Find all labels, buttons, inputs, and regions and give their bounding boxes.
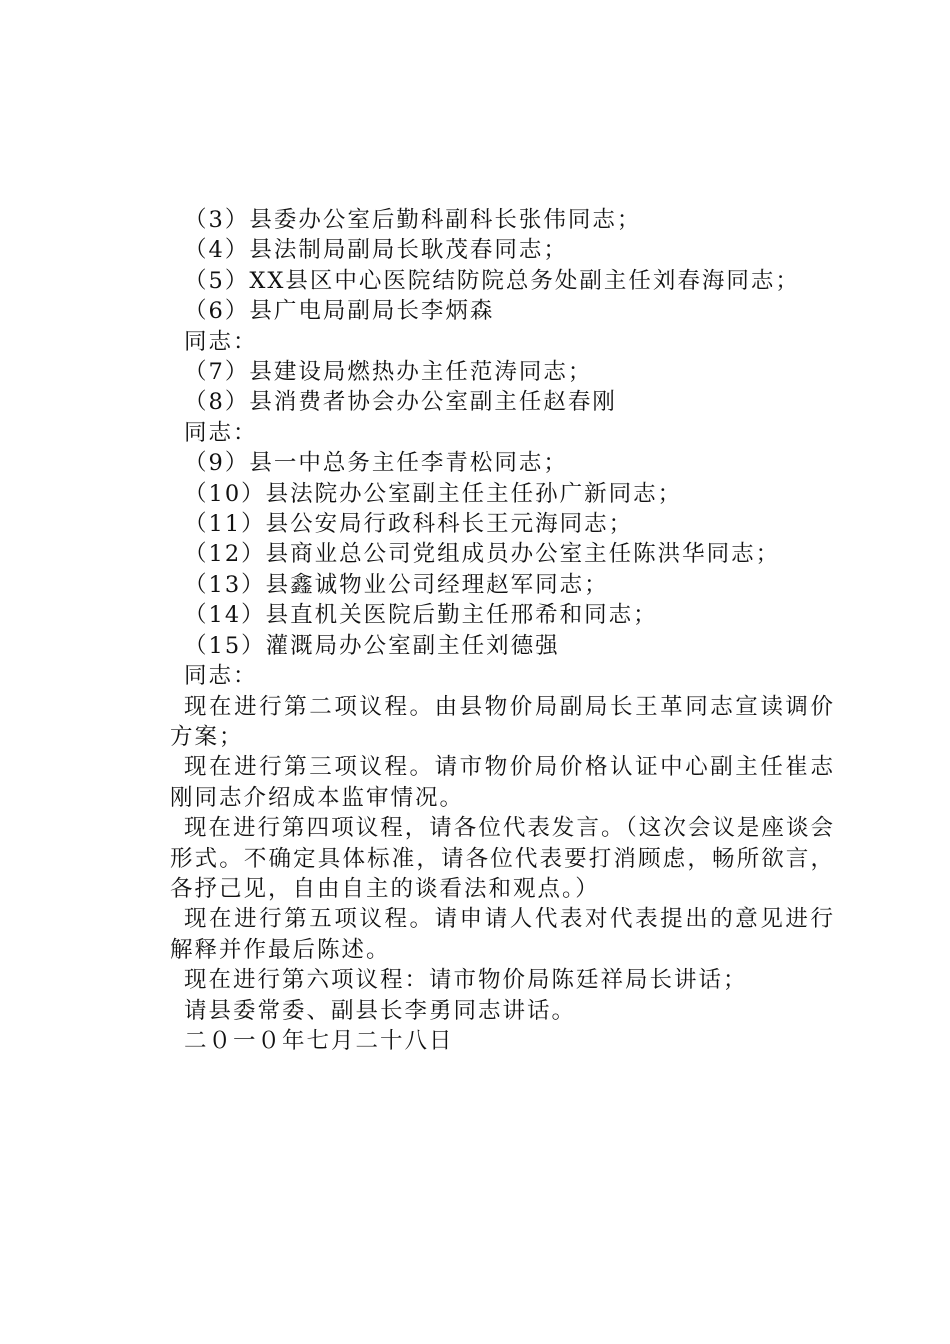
list-item: （9）县一中总务主任李青松同志； [184,450,568,477]
list-item-continuation: 同志： [184,328,258,355]
list-item: （13）县鑫诚物业公司经理赵军同志； [184,571,609,598]
list-item: （7）县建设局燃热办主任范涛同志； [184,359,593,386]
agenda-paragraph: 现在进行第四项议程，请各位代表发言。（这次会议是座谈会形式。不确定具体标准，请各位代表要打消顾虑，畅所欲言，各抒己见，自由自主的谈看法和观点。） [170,815,835,902]
document-date: 二０一０年七月二十八日 [184,1027,454,1054]
agenda-paragraph: 现在进行第六项议程：请市物价局陈廷祥局长讲话； [184,967,748,994]
agenda-paragraph: 现在进行第五项议程。请申请人代表对代表提出的意见进行解释并作最后陈述。 [170,906,835,963]
list-item: （4）县法制局副局长耿茂春同志； [184,237,568,264]
list-item: （11）县公安局行政科科长王元海同志； [184,511,634,538]
list-item: （6）县广电局副局长李炳森 [184,298,495,325]
closing-paragraph: 请县委常委、副县长李勇同志讲话。 [184,997,577,1024]
list-item: （14）县直机关医院后勤主任邢希和同志； [184,602,658,629]
list-item: （12）县商业总公司党组成员办公室主任陈洪华同志； [184,541,781,568]
list-item-continuation: 同志： [184,663,258,690]
agenda-paragraph: 现在进行第三项议程。请市物价局价格认证中心副主任崔志刚同志介绍成本监审情况。 [170,754,835,811]
agenda-paragraph: 现在进行第二项议程。由县物价局副局长王革同志宣读调价方案； [170,693,835,750]
list-item: （3）县委办公室后勤科副科长张伟同志； [184,207,642,233]
list-item: （10）县法院办公室副主任主任孙广新同志； [184,480,683,507]
list-item-continuation: 同志： [184,419,258,446]
list-item: （8）县消费者协会办公室副主任赵春刚 [184,389,617,416]
document-body [170,205,835,1056]
list-item: （5）XX县区中心医院结防院总务处副主任刘春海同志； [184,267,800,294]
list-item: （15）灌溉局办公室副主任刘德强 [184,632,560,659]
